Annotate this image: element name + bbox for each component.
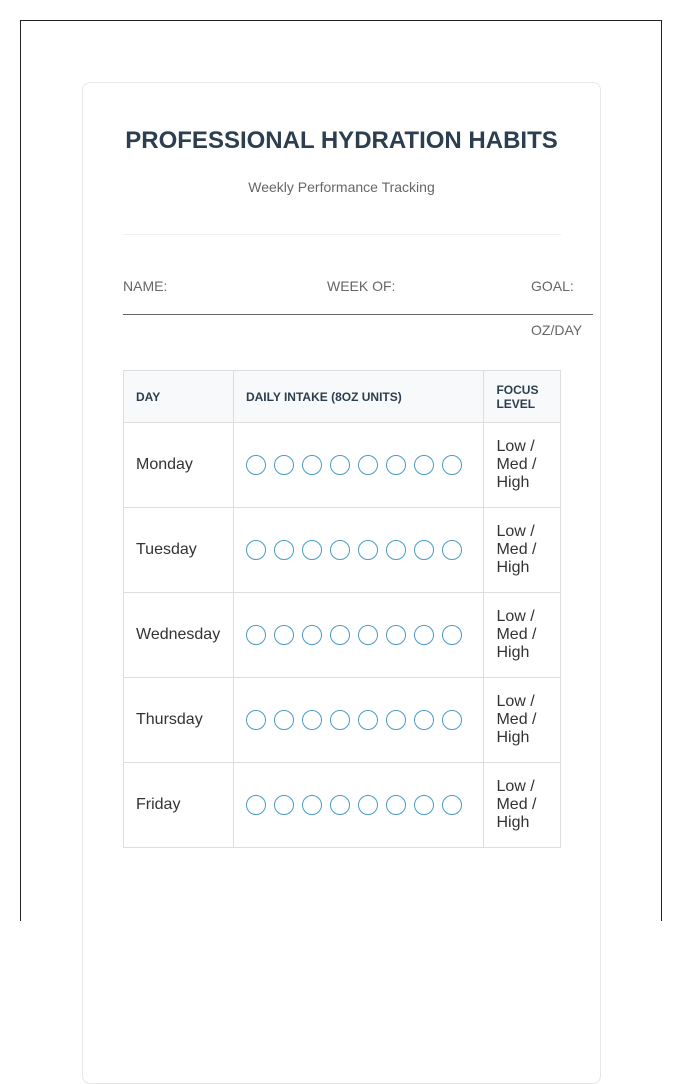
table-row [124,508,561,593]
water-unit-checkbox[interactable] [302,540,322,560]
header-intake: DAILY INTAKE (8OZ UNITS) [233,371,484,423]
water-unit-checkbox[interactable] [274,710,294,730]
water-unit-checkbox[interactable] [414,625,434,645]
fill-in-line [123,314,593,315]
day-label: Wednesday [136,626,221,643]
water-unit-checkbox[interactable] [330,625,350,645]
page-title: PROFESSIONAL HYDRATION HABITS [125,127,558,154]
focus-cell[interactable] [484,678,561,763]
intake-cell [233,508,484,593]
focus-option: Med / [496,626,537,643]
focus-option: Low / [496,523,535,540]
water-unit-checkbox[interactable] [246,455,266,475]
water-unit-checkbox[interactable] [330,795,350,815]
header-day: DAY [124,371,234,423]
water-unit-checkbox[interactable] [246,710,266,730]
water-unit-checkbox[interactable] [330,710,350,730]
water-unit-checkbox[interactable] [358,710,378,730]
focus-option: Low / [496,693,535,710]
intake-circles [246,455,472,475]
focus-cell[interactable] [484,593,561,678]
day-label: Monday [136,456,193,473]
water-unit-checkbox[interactable] [274,455,294,475]
water-unit-checkbox[interactable] [358,625,378,645]
focus-cell[interactable] [484,763,561,848]
water-unit-checkbox[interactable] [302,455,322,475]
water-unit-checkbox[interactable] [386,455,406,475]
water-unit-checkbox[interactable] [302,625,322,645]
focus-option: Low / [496,608,535,625]
hydration-log-table [123,370,561,848]
water-unit-checkbox[interactable] [386,795,406,815]
table-row [124,763,561,848]
page-frame [20,20,662,921]
intake-circles [246,710,472,730]
table-row [124,423,561,508]
page-subtitle: Weekly Performance Tracking [248,179,435,195]
water-unit-checkbox[interactable] [386,540,406,560]
water-unit-checkbox[interactable] [442,710,462,730]
header-divider [123,234,561,235]
water-unit-checkbox[interactable] [330,455,350,475]
intake-cell [233,763,484,848]
week-field-label: WEEK OF: [327,278,396,294]
name-field-label: NAME: [123,278,168,294]
water-unit-checkbox[interactable] [330,540,350,560]
focus-option: Med / [496,456,537,473]
water-unit-checkbox[interactable] [414,795,434,815]
water-unit-checkbox[interactable] [246,795,266,815]
water-unit-checkbox[interactable] [442,625,462,645]
focus-option: Med / [496,541,537,558]
water-unit-checkbox[interactable] [386,625,406,645]
water-unit-checkbox[interactable] [386,710,406,730]
tracker-card [82,82,601,1084]
focus-option: High [496,729,530,746]
water-unit-checkbox[interactable] [358,795,378,815]
day-cell [124,423,234,508]
water-unit-checkbox[interactable] [442,540,462,560]
water-unit-checkbox[interactable] [442,795,462,815]
day-cell [124,593,234,678]
focus-option: Low / [496,438,535,455]
intake-circles [246,795,472,815]
table-row [124,678,561,763]
intake-circles [246,540,472,560]
focus-option: High [496,559,530,576]
water-unit-checkbox[interactable] [302,795,322,815]
water-unit-checkbox[interactable] [274,625,294,645]
focus-option: High [496,814,530,831]
intake-cell [233,678,484,763]
water-unit-checkbox[interactable] [274,540,294,560]
day-cell [124,763,234,848]
water-unit-checkbox[interactable] [302,710,322,730]
table-row [124,593,561,678]
day-label: Friday [136,796,181,813]
water-unit-checkbox[interactable] [414,540,434,560]
water-unit-checkbox[interactable] [274,795,294,815]
focus-cell[interactable] [484,423,561,508]
water-unit-checkbox[interactable] [358,540,378,560]
header-focus: FOCUS LEVEL [484,371,561,423]
table-header-row [124,371,561,423]
day-cell [124,508,234,593]
water-unit-checkbox[interactable] [414,455,434,475]
water-unit-checkbox[interactable] [358,455,378,475]
intake-circles [246,625,472,645]
focus-option: Low / [496,778,535,795]
focus-option: Med / [496,711,537,728]
focus-cell[interactable] [484,508,561,593]
day-label: Thursday [136,711,203,728]
goal-field-label: GOAL: [531,278,574,294]
goal-unit-label: OZ/DAY [531,322,583,338]
focus-option: Med / [496,796,537,813]
water-unit-checkbox[interactable] [246,540,266,560]
water-unit-checkbox[interactable] [414,710,434,730]
water-unit-checkbox[interactable] [246,625,266,645]
focus-option: High [496,474,530,491]
day-cell [124,678,234,763]
water-unit-checkbox[interactable] [442,455,462,475]
intake-cell [233,593,484,678]
focus-option: High [496,644,530,661]
day-label: Tuesday [136,541,197,558]
intake-cell [233,423,484,508]
